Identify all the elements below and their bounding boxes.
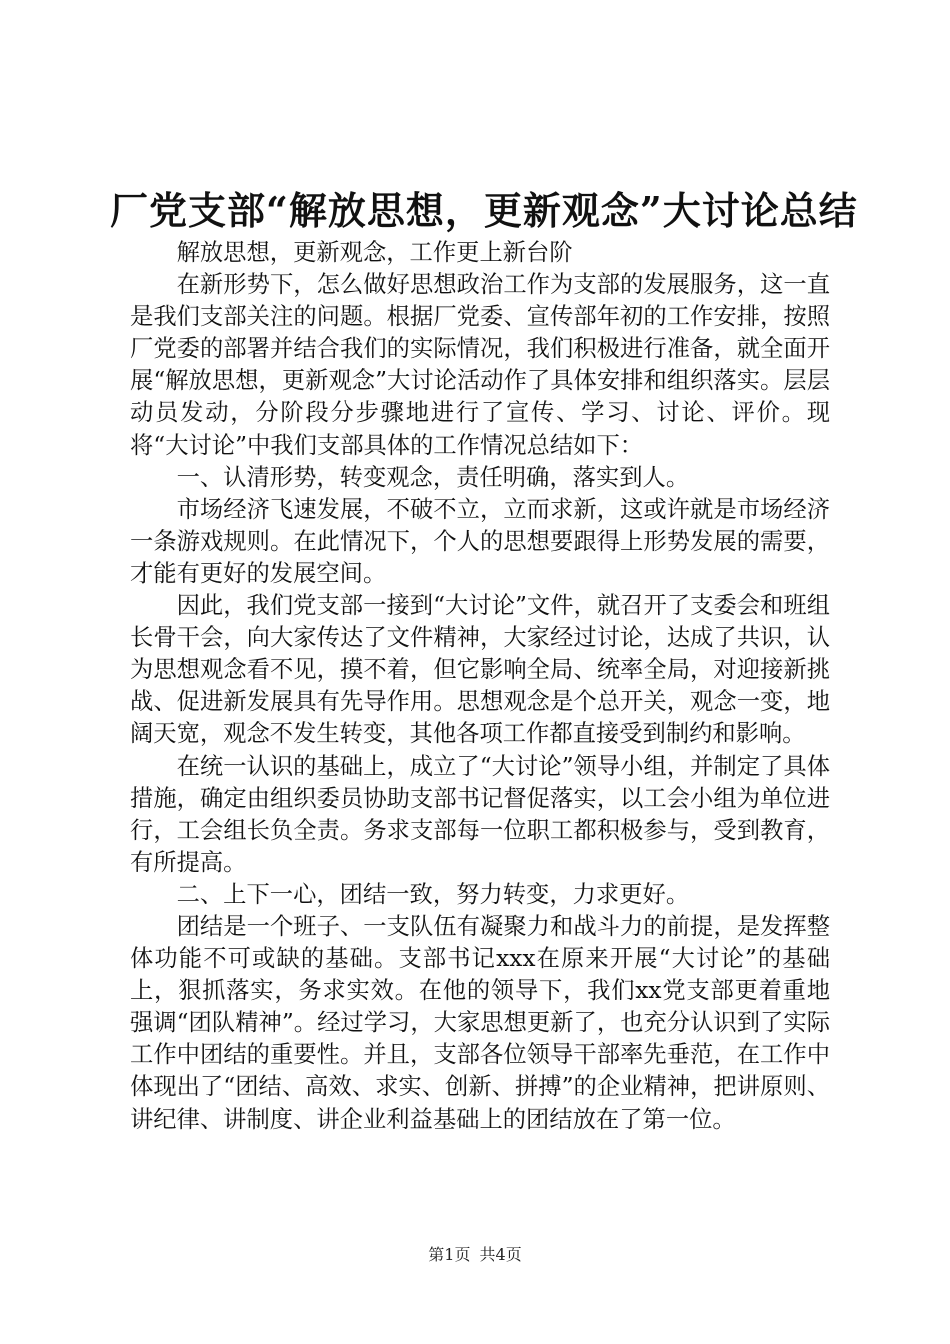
paragraph-market: 市场经济飞速发展，不破不立，立而求新，这或许就是市场经济一条游戏规则。在此情况下，个人的思想要跟得上形势发展的需要，才能有更好的发展空间。 bbox=[130, 495, 830, 587]
paragraph-leadership-group: 在统一认识的基础上，成立了“大讨论”领导小组，并制定了具体措施，确定由组织委员协助支部书记督促落实，以工会小组为单位进行，工会组长负全责。务求支部每一位职工都积极参与，受到教育，有所提高。 bbox=[130, 752, 830, 876]
paragraph-meeting: 因此，我们党支部一接到“大讨论”文件，就召开了支委会和班组长骨干会，向大家传达了文件精神，大家经过讨论，达成了共识，认为思想观念看不见，摸不着，但它影响全局、统率全局，对迎接新挑战、促进新发展具有先导作用。思想观念是个总开关，观念一变，地阔天宽，观念不发生转变，其他各项工作都直接受到制约和影响。 bbox=[130, 592, 830, 748]
page-footer bbox=[0, 1244, 950, 1266]
section-heading-1: 一、认清形势，转变观念，责任明确，落实到人。 bbox=[176, 463, 690, 491]
document-subtitle: 解放思想，更新观念，工作更上新台阶 bbox=[176, 239, 573, 266]
page-total: 共4页 bbox=[479, 1245, 522, 1264]
document-title: 厂党支部“解放思想，更新观念”大讨论总结 bbox=[110, 188, 858, 233]
paragraph-unity: 团结是一个班子、一支队伍有凝聚力和战斗力的前提，是发挥整体功能不可或缺的基础。支部书记xxx在原来开展“大讨论”的基础上，狠抓落实，务求实效。在他的领导下，我们xx党支部更着重地强调“团队精神”。经过学习，大家思想更新了，也充分认识到了实际工作中团结的重要性。并且，支部各位领导干部率先垂范，在工作中体现出了“团结、高效、求实、创新、拼搏”的企业精神，把讲原则、讲纪律、讲制度、讲企业利益基础上的团结放在了第一位。 bbox=[130, 912, 830, 1133]
document-body bbox=[130, 237, 830, 1136]
paragraph-intro: 在新形势下，怎么做好思想政治工作为支部的发展服务，这一直是我们支部关注的问题。根据厂党委、宣传部年初的工作安排，按照厂党委的部署并结合我们的实际情况，我们积极进行准备，就全面开展“解放思想，更新观念”大讨论活动作了具体安排和组织落实。层层动员发动，分阶段分步骤地进行了宣传、学习、讨论、评价。现将“大讨论”中我们支部具体的工作情况总结如下： bbox=[130, 271, 830, 459]
page-number: 第1页 bbox=[428, 1245, 471, 1264]
section-heading-2: 二、上下一心，团结一致，努力转变，力求更好。 bbox=[176, 880, 690, 908]
